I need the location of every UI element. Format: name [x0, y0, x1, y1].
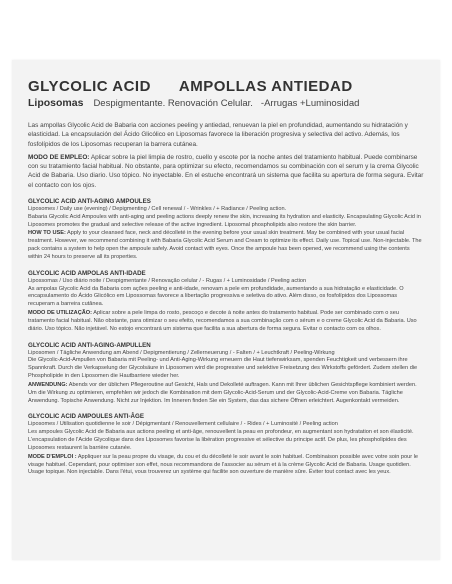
format-label: Liposomas — [28, 97, 84, 109]
leaflet-subheader — [28, 97, 424, 109]
product-leaflet-card — [12, 60, 440, 560]
section-usage-label: MODO DE UTILIZAÇÃO: — [28, 310, 93, 317]
section-french — [28, 413, 424, 477]
section-title: GLYCOLIC ACID AMPOULES ANTI-ÂGE — [28, 413, 144, 421]
tagline-benefits: -Arrugas +Luminosidad — [260, 98, 360, 109]
leaflet-content — [28, 78, 424, 477]
section-usage — [28, 230, 424, 261]
intro-paragraph: Las ampollas Glycolic Acid de Babaria con acciones peeling y antiedad, renuevan la piel en profundidad, aumentando su hidratación y elasticidad. La encapsulación del Ácido Glicólico en Liposomas favorece la liberación progresiva y selectiva del activo. Además, los fosfolípidos de los Liposomas recuperan la barrera cutánea. — [28, 122, 408, 148]
section-claims: Liposomes / Utilisation quotidienne le soir / Dépigmentant / Renouvellement cellulaire / - Rides / + Luminosité / Peeling action — [28, 421, 338, 428]
section-title: GLYCOLIC ACID ANTI-AGING AMPOULES — [28, 197, 151, 205]
section-description: Les ampoules Glycolic Acid de Babaria aux actions peeling et anti-âge, renouvellent la peau en profondeur, en augmentant son hydratation et son élasticité. L'encapsulation de l'Acide Glycolique dans des Liposomes favorise la libération progressive et sélective du principe actif. De plus, les phospholipides des Liposomes restaurent la barrière cutanée. — [28, 429, 414, 451]
section-usage-text: Apply to your cleansed face, neck and décolleté in the evening before your usual skin treatment. May be combined with your usual facial treatment. However, we recommend combining it with Babaria Glycolic Acid Serum and Cream to optimize its effect. Daily use. Topical use. Non-injectable. The pack contains a system to help open the ampoule safely. Avoid contact with eyes. Once the ampoule has been opened, we recommend using the contents within 24 hours to preserve all its properties. — [28, 230, 422, 260]
section-english — [28, 198, 424, 262]
section-title: GLYCOLIC ACID AMPOLAS ANTI-IDADE — [28, 269, 146, 277]
section-usage-text: Abends vor der üblichen Pflegeroutine auf Gesicht, Hals und Dekolleté auftragen. Kann mit Ihrer üblichen Gesichtspflege kombiniert werden. Um die Wirkung zu optimieren, empfehlen wir jedoch die Kombination mit dem Glycolic-Acid-Serum und der Glycolic-Acid-Creme von Babaria. Tägliche Anwendung. Topische Anwendung. Nicht zur Injektion. Im Inneren finden Sie ein System, das das sichere Öffnen erleichtert. Augenkontakt vermeiden. — [28, 381, 417, 404]
section-claims: Lipossomas / Uso diário noite / Despigmentante / Renovação celular / - Rugas / + Luminosidade / Peeling action — [28, 277, 307, 284]
product-title: AMPOLLAS ANTIEDAD — [178, 78, 353, 95]
leaflet-header — [28, 78, 424, 95]
section-german — [28, 342, 424, 406]
section-usage — [28, 382, 424, 405]
section-usage-label: HOW TO USE: — [28, 230, 66, 237]
section-usage-text: Appliquer sur la peau propre du visage, du cou et du décolleté le soir avant le soin habituel. Combinaison possible avec votre soin pour le visage habituel. Cependant, pour optimiser son effet, nous recommandons de l'associer au sérum et à la crème Glycolic Acid de Babaria. Usage quotidien. Usage topique. Non injectable. Dans l'étui, vous trouverez un système qui facilite son ouverture de manière sûre. Éviter tout contact avec les yeux. — [28, 453, 419, 476]
usage-text: Aplicar sobre la piel limpia de rostro, cuello y escote por la noche antes del tratamiento habitual. Puede combinarse con su tratamiento facial habitual. No obstante, para optimizar su efecto, recomendamos su combinación con el serum y la crema Glycolic Acid de Babaria. Uso diario. Uso tópico. No inyectable. En el estuche encontrará un sistema que facilita su apertura de forma segura. Evitar el contacto con los ojos. — [28, 153, 424, 189]
usage-paragraph — [28, 153, 424, 190]
usage-label: MODO DE EMPLEO: — [28, 153, 90, 161]
section-title: GLYCOLIC ACID ANTI-AGING-AMPULLEN — [28, 341, 151, 349]
section-usage-label: ANWENDUNG: — [28, 381, 68, 388]
brand-title: GLYCOLIC ACID — [28, 78, 151, 95]
section-portuguese — [28, 270, 424, 334]
tagline: Despigmentante. Renovación Celular. — [93, 98, 253, 109]
section-description: Babaria Glycolic Acid Ampoules with anti-aging and peeling actions deeply renew the skin, increasing its hydration and elasticity. Encapsulating Glycolic Acid in Liposomes promotes the gradual and selective release of the active ingredient. Liposomal phospholipids also restore the skin barrier. — [28, 213, 421, 228]
section-usage-label: MODE D'EMPLOI : — [28, 453, 77, 460]
section-claims: Liposomen / Tägliche Anwendung am Abend / Depigmentierung / Zellerneuerung / - Falten / + Leuchtkraft / Peeling-Wirkung — [28, 349, 335, 356]
section-claims: Liposomes / Daily use (evening) / Depigmenting / Cell renewal / - Wrinkles / + Radiance / Peeling action. — [28, 205, 287, 212]
section-usage — [28, 454, 424, 477]
section-usage-text: Aplicar sobre a pele limpa do rosto, pescoço e decote à noite antes do tratamento habitual. Pode ser combinado com o seu tratamento facial habitual. Não obstante, para otimizar o seu efeito, recomendamos a sua combinação com o sérum e o creme Glycolic Acid da Babaria. Uso diário. Uso tópico. Não injetável. No estojo encontrará um sistema que facilita a sua abertura de forma segura. Evitar o contacto com os olhos. — [28, 310, 417, 332]
section-usage — [28, 310, 424, 333]
section-description: Die Glycolic-Acid-Ampullen von Babaria mit Peeling- und Anti-Aging-Wirkung erneuern die Haut tiefenwirksam, spenden Feuchtigkeit und verbessern ihre Spannkraft. Durch die Verkapselung der Glycolsäure in Liposomen wird die progressive und selektive Freisetzung des Wirkstoffs gefördert. Zudem stellen die Phospholipide in den Liposomen die Hautbarriere wieder her. — [28, 357, 418, 380]
section-description: As ampolas Glycolic Acid da Babaria com ações peeling e anti-idade, renovam a pele em profundidade, aumentando a sua hidratação e elasticidade. O encapsulamento do Ácido Glicólico em Lipossomas favorece a libertação progressiva e seletiva do ativo. Além disso, os fosfolípidos dos Lipossomas recuperam a barreira cutânea. — [28, 285, 404, 308]
